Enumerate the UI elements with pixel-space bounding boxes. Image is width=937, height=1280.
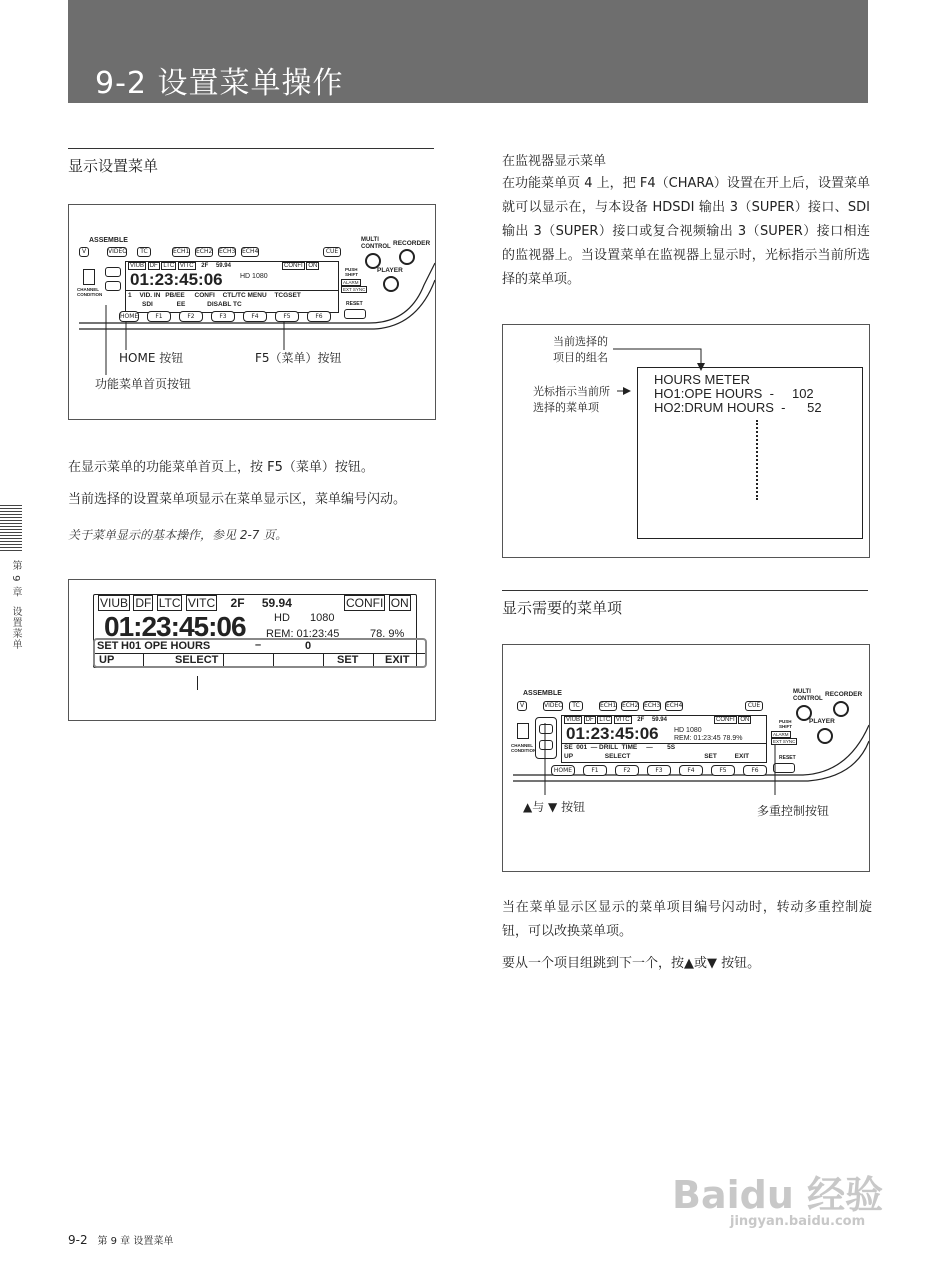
lcd-display [561,715,767,763]
menu-tc: TC [233,301,242,308]
watermark-logo: Baidu 经验 [672,1173,884,1217]
chapter-tab-lines [0,505,22,551]
lcd-large-timecode: 01:23:45:06 [104,611,246,642]
lcd-menu-area [126,290,338,312]
lcd-large-res: 1080 [310,612,335,624]
ech2-pill[interactable]: ECH2 [622,702,639,709]
lcd-large-tag-row [98,596,292,610]
menu-pb-ee: PB/EE [165,292,185,299]
menu-item-value: 0 [305,640,312,652]
ech1-pill[interactable]: ECH1 [173,248,190,255]
menu-menu: MENU [247,292,267,299]
menu-disabl: DISABL [207,301,232,308]
cue-pill[interactable]: CUE [745,701,763,711]
lcd-right-tags [714,717,751,723]
viub-tag: VIUB [130,263,145,269]
f4-button[interactable]: F4 [243,311,267,322]
df-tag: DF [149,263,158,269]
push-shift-label: PUSH SHIFT [345,267,358,277]
f4-button[interactable]: F4 [679,765,703,776]
function-home-label: 功能菜单首页按钮 [95,377,192,391]
lcd-rem: REM: 01:23:45 78.9% [674,735,743,742]
section-title-display-menu: 显示设置菜单 [68,157,159,175]
menu-display-area [93,638,427,668]
page-number: 9-2 [68,1233,88,1247]
lcd-menu-row-1 [128,292,301,299]
ech3-pill[interactable]: ECH3 [644,702,661,709]
lcd-tag-row [128,263,231,269]
lcd-large-pct: 78. 9% [370,628,405,640]
down-button[interactable] [105,281,121,291]
lcd-large-right-tags [344,596,411,610]
vitc-tag: VITC [615,717,630,723]
tc-pill[interactable]: TC [137,247,151,257]
f6-button[interactable]: F6 [307,311,331,322]
ext-sync-indicator: EXT SYNC [773,739,796,744]
viub-tag: VIUB [100,596,129,610]
up-button[interactable] [105,267,121,277]
lcd-display [125,261,339,313]
2f-tag: 2F [637,717,645,723]
confi-tag: CONFI [346,596,384,610]
player-label: PLAYER [809,718,835,725]
group-name-label-2: 项目的组名 [553,351,608,364]
vitc-tag: VITC [187,596,216,610]
reset-button[interactable] [773,763,795,773]
ext-sync-indicator: EXT SYNC [343,287,366,292]
figure-monitor [502,324,870,558]
lcd-timecode: 01:23:45:06 [566,724,659,743]
section-rule-2 [502,590,868,591]
reset-label: RESET [346,301,363,307]
fps-tag: 59.94 [651,717,667,723]
f1-button[interactable]: F1 [583,765,607,776]
tc-pill[interactable]: TC [569,701,583,711]
monitor-line-item-2: HO2:DRUM HOURS - 52 [654,400,822,415]
player-button[interactable] [817,728,833,744]
menu-ee: EE [176,301,186,308]
alarm-indicator: ALARM [343,280,359,285]
figure-panel-2 [68,579,436,721]
softkey-set[interactable]: SET [337,654,359,666]
f1-button[interactable]: F1 [147,311,171,322]
v-pill[interactable]: V [517,701,527,711]
softkey-exit[interactable]: EXIT [385,654,410,666]
f5-button[interactable]: F5 [711,765,735,776]
multi-control-button-label: 多重控制按钮 [757,804,830,818]
f5-button-label: F5（菜单）按钮 [255,351,342,365]
lcd-large-rem: REM: 01:23:45 [266,628,340,640]
channel-icon [83,269,95,285]
menu-softkey-row [95,653,425,666]
home-button-label: HOME 按钮 [119,351,184,365]
monitor-continuation-dots [756,420,759,500]
softkey-exit[interactable]: EXIT [734,753,750,760]
fps-tag: 59.94 [215,263,231,269]
paragraph-1: 在显示菜单的功能菜单首页上，按 F5（菜单）按钮。 [68,460,374,475]
figure-panel-1 [68,204,436,420]
menu-vid-in: VID. IN [139,292,161,299]
vitc-tag: VITC [179,263,194,269]
video-pill[interactable]: VIDEO [544,702,564,709]
section-title-needed-items: 显示需要的菜单项 [502,599,623,617]
recorder-button[interactable] [833,701,849,717]
lcd-large-hd: HD [274,612,290,624]
recorder-label: RECORDER [393,240,431,247]
menu-item-name: H01 OPE HOURS [121,640,211,652]
alarm-indicator: ALARM [773,732,789,737]
channel-condition-label: CHANNEL CONDITION [77,287,103,297]
confi-tag: CONFI [716,717,735,723]
softkey-up[interactable]: UP [99,654,115,666]
ltc-tag: LTC [163,263,175,269]
paragraph-2: 当前选择的设置菜单项显示在菜单显示区，菜单编号闪动。 [68,492,407,507]
2f-tag: 2F [230,596,245,610]
page-number: 1 [128,292,132,299]
paragraph-3: 当在菜单显示区显示的菜单项目编号闪动时，转动多重控制旋钮，可以改换菜单项。 [502,900,872,939]
f3-button[interactable]: F3 [647,765,671,776]
player-label: PLAYER [377,267,403,274]
on-tag: ON [740,717,750,723]
f2-button[interactable]: F2 [179,311,203,322]
ech3-pill[interactable]: ECH3 [219,248,236,255]
multi-control-label: MULTI CONTROL [793,689,823,702]
f5-button[interactable]: F5 [275,311,299,322]
menu-ctl-tc: CTL/TC [222,292,246,299]
softkey-up[interactable]: UP [564,753,573,760]
assemble-label: ASSEMBLE [89,237,128,244]
df-tag: DF [135,596,152,610]
chapter-tab-label [8,560,23,650]
menu-set-label: SET [97,640,119,652]
page-header-bar [68,0,868,103]
softkey-select[interactable]: SELECT [604,753,631,760]
menu-sdi: SDI [142,301,153,308]
chapter-number: 第 9 章 [10,560,21,598]
viub-tag: VIUB [566,717,581,723]
f2-button[interactable]: F2 [615,765,639,776]
lcd-right-tags [282,263,319,269]
reset-button[interactable] [344,309,366,319]
menu-tcgset: TCGSET [274,292,301,299]
up-down-button-label: ▲与 ▼ 按钮 [523,800,586,814]
ech1-pill[interactable]: ECH1 [600,702,617,709]
down-button[interactable] [539,740,553,750]
f3-button[interactable]: F3 [211,311,235,322]
lcd-hd: HD 1080 [240,273,268,280]
reference-note: 关于菜单显示的基本操作，参见 2-7 页。 [68,528,288,542]
monitor-screen [637,367,863,539]
softkey-select[interactable]: SELECT [175,654,219,666]
channel-icon [517,723,529,739]
lcd-timecode: 01:23:45:06 [130,270,223,289]
recorder-label: RECORDER [825,691,863,698]
figure-panel-3 [502,644,870,872]
reset-label: RESET [779,755,796,761]
video-pill[interactable]: VIDEO [108,248,128,255]
monitor-line-group: HOURS METER [654,372,751,387]
menu-item-dash: – [255,639,262,651]
paragraph-4: 要从一个项目组跳到下一个，按▲或▼ 按钮。 [502,956,761,971]
monitor-line-item-1: HO1:OPE HOURS - 102 [654,386,814,401]
fps-tag: 59.94 [261,596,292,610]
softkey-set[interactable]: SET [704,753,717,760]
ltc-tag: LTC [158,596,181,610]
lcd-tag-row [564,717,667,723]
recorder-button[interactable] [399,249,415,265]
on-tag: ON [390,596,409,610]
function-button-row [119,311,339,323]
lcd-hd: HD 1080 [674,727,702,734]
subsection-title-monitor: 在监视器显示菜单 [502,154,607,169]
ech4-pill[interactable]: ECH4 [666,702,683,709]
watermark-url: jingyan.baidu.com [730,1214,866,1229]
confi-tag: CONFI [284,263,303,269]
lcd-menu-row-2 [564,753,749,760]
page-title: 9-2 设置菜单操作 [95,66,344,101]
lcd-menu-area [562,743,766,762]
up-down-button-group [535,717,557,759]
home-button[interactable]: HOME [551,765,575,776]
multi-control-label: MULTI CONTROL [361,237,391,250]
home-button[interactable]: HOME [120,313,139,320]
v-pill[interactable]: V [79,247,89,257]
assemble-label: ASSEMBLE [523,690,562,697]
footer-chapter: 第 9 章 设置菜单 [97,1236,174,1247]
cursor-label-2: 选择的菜单项 [533,401,599,414]
2f-tag: 2F [201,263,209,269]
callout-line [197,676,198,690]
page-footer [68,1232,173,1247]
ltc-tag: LTC [599,717,611,723]
lcd-menu-row-2 [142,301,242,308]
section-rule [68,148,434,149]
top-pill-row [517,701,777,711]
up-button[interactable] [539,724,553,734]
top-pill-row [79,247,349,257]
menu-confi: CONFI [194,292,215,299]
on-tag: ON [308,263,318,269]
lcd-menu-row-1: SE 001 — DRILL TIME — 5S [564,744,676,751]
df-tag: DF [585,717,594,723]
ech2-pill[interactable]: ECH2 [196,248,213,255]
ech4-pill[interactable]: ECH4 [242,248,259,255]
cursor-label-1: 光标指示当前所 [533,385,610,398]
monitor-paragraph: 在功能菜单页 4 上，把 F4（CHARA）设置在开上后，设置菜单就可以显示在，与本设备 HDSDI 输出 3（SUPER）接口、SDI 输出 3（SUPER）接口或复合视频输出 3（SUPER）接口相连的监视器上。当设置菜单在监视器上显示时，光标指示当前所选择的菜单项。 [502,176,870,287]
group-name-label-1: 当前选择的 [553,335,608,348]
chapter-name: 设置菜单 [10,606,21,651]
channel-condition-label: CHANNEL CONDITION [511,743,537,753]
player-button[interactable] [383,276,399,292]
cue-pill[interactable]: CUE [323,247,341,257]
function-button-row [551,765,771,777]
push-shift-label: PUSH SHIFT [779,719,792,729]
f6-button[interactable]: F6 [743,765,767,776]
